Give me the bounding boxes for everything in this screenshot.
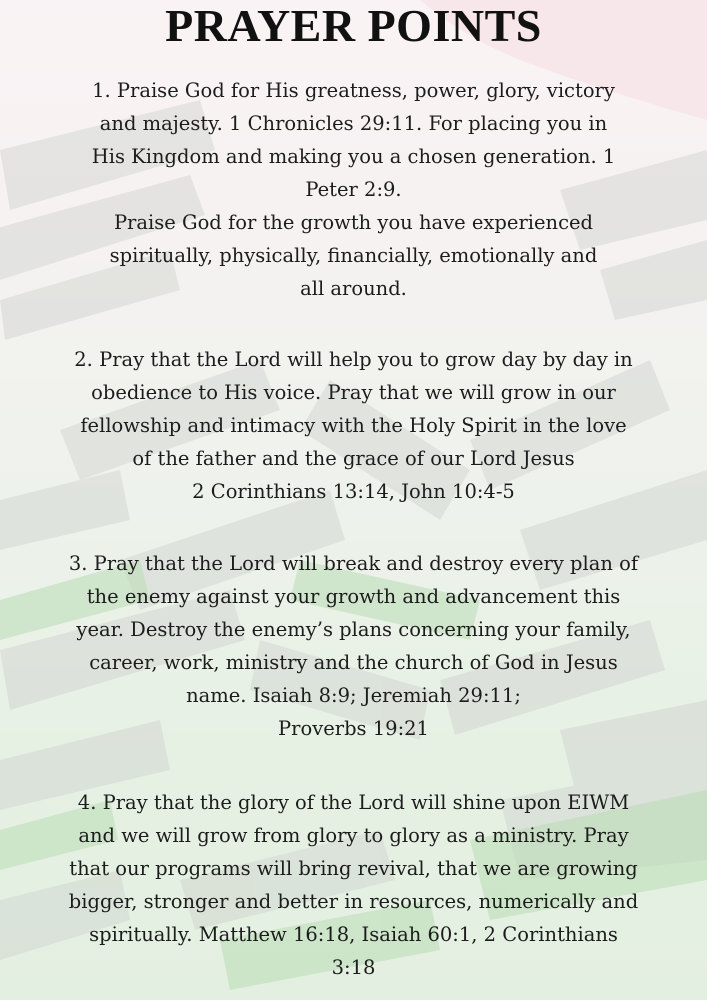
point-line: 2 Corinthians 13:14, John 10:4-5 bbox=[192, 480, 515, 503]
point-line: career, work, ministry and the church of God in Jesus bbox=[89, 651, 618, 674]
prayer-point-3 bbox=[8, 547, 699, 745]
point-line: fellowship and intimacy with the Holy Spirit in the love bbox=[80, 414, 627, 437]
point-line: name. Isaiah 8:9; Jeremiah 29:11; bbox=[186, 684, 521, 707]
point-line: 3. Pray that the Lord will break and destroy every plan of bbox=[68, 552, 639, 575]
point-line: spiritually. Matthew 16:18, Isaiah 60:1, 2 Corinthians bbox=[89, 923, 618, 946]
point-line: and majesty. 1 Chronicles 29:11. For placing you in bbox=[99, 112, 608, 135]
point-line: obedience to His voice. Pray that we will grow in our bbox=[91, 381, 616, 404]
point-line: that our programs will bring revival, that we are growing bbox=[69, 857, 638, 880]
point-line: Peter 2:9. bbox=[305, 178, 402, 201]
point-line: 1. Praise God for His greatness, power, glory, victory bbox=[92, 79, 615, 102]
prayer-point-4 bbox=[8, 786, 699, 984]
point-line: of the father and the grace of our Lord Jesus bbox=[132, 447, 575, 470]
prayer-point-1 bbox=[8, 74, 699, 305]
point-line: 4. Pray that the glory of the Lord will shine upon EIWM bbox=[77, 791, 630, 814]
point-line: year. Destroy the enemy’s plans concerning your family, bbox=[76, 618, 631, 641]
point-line: 2. Pray that the Lord will help you to grow day by day in bbox=[74, 348, 633, 371]
point-line: His Kingdom and making you a chosen generation. 1 bbox=[91, 145, 616, 168]
page-title: PRAYER POINTS bbox=[165, 0, 542, 51]
point-line: spiritually, physically, financially, emotionally and bbox=[109, 244, 598, 267]
point-line: bigger, stronger and better in resources, numerically and bbox=[68, 890, 639, 913]
point-line: Proverbs 19:21 bbox=[278, 717, 429, 740]
point-line: 3:18 bbox=[331, 956, 376, 979]
prayer-point-2 bbox=[8, 343, 699, 508]
point-line: and we will grow from glory to glory as a ministry. Pray bbox=[78, 824, 629, 847]
point-line: the enemy against your growth and advancement this bbox=[86, 585, 621, 608]
point-line: Praise God for the growth you have experienced bbox=[113, 211, 594, 234]
point-line: all around. bbox=[300, 277, 407, 300]
